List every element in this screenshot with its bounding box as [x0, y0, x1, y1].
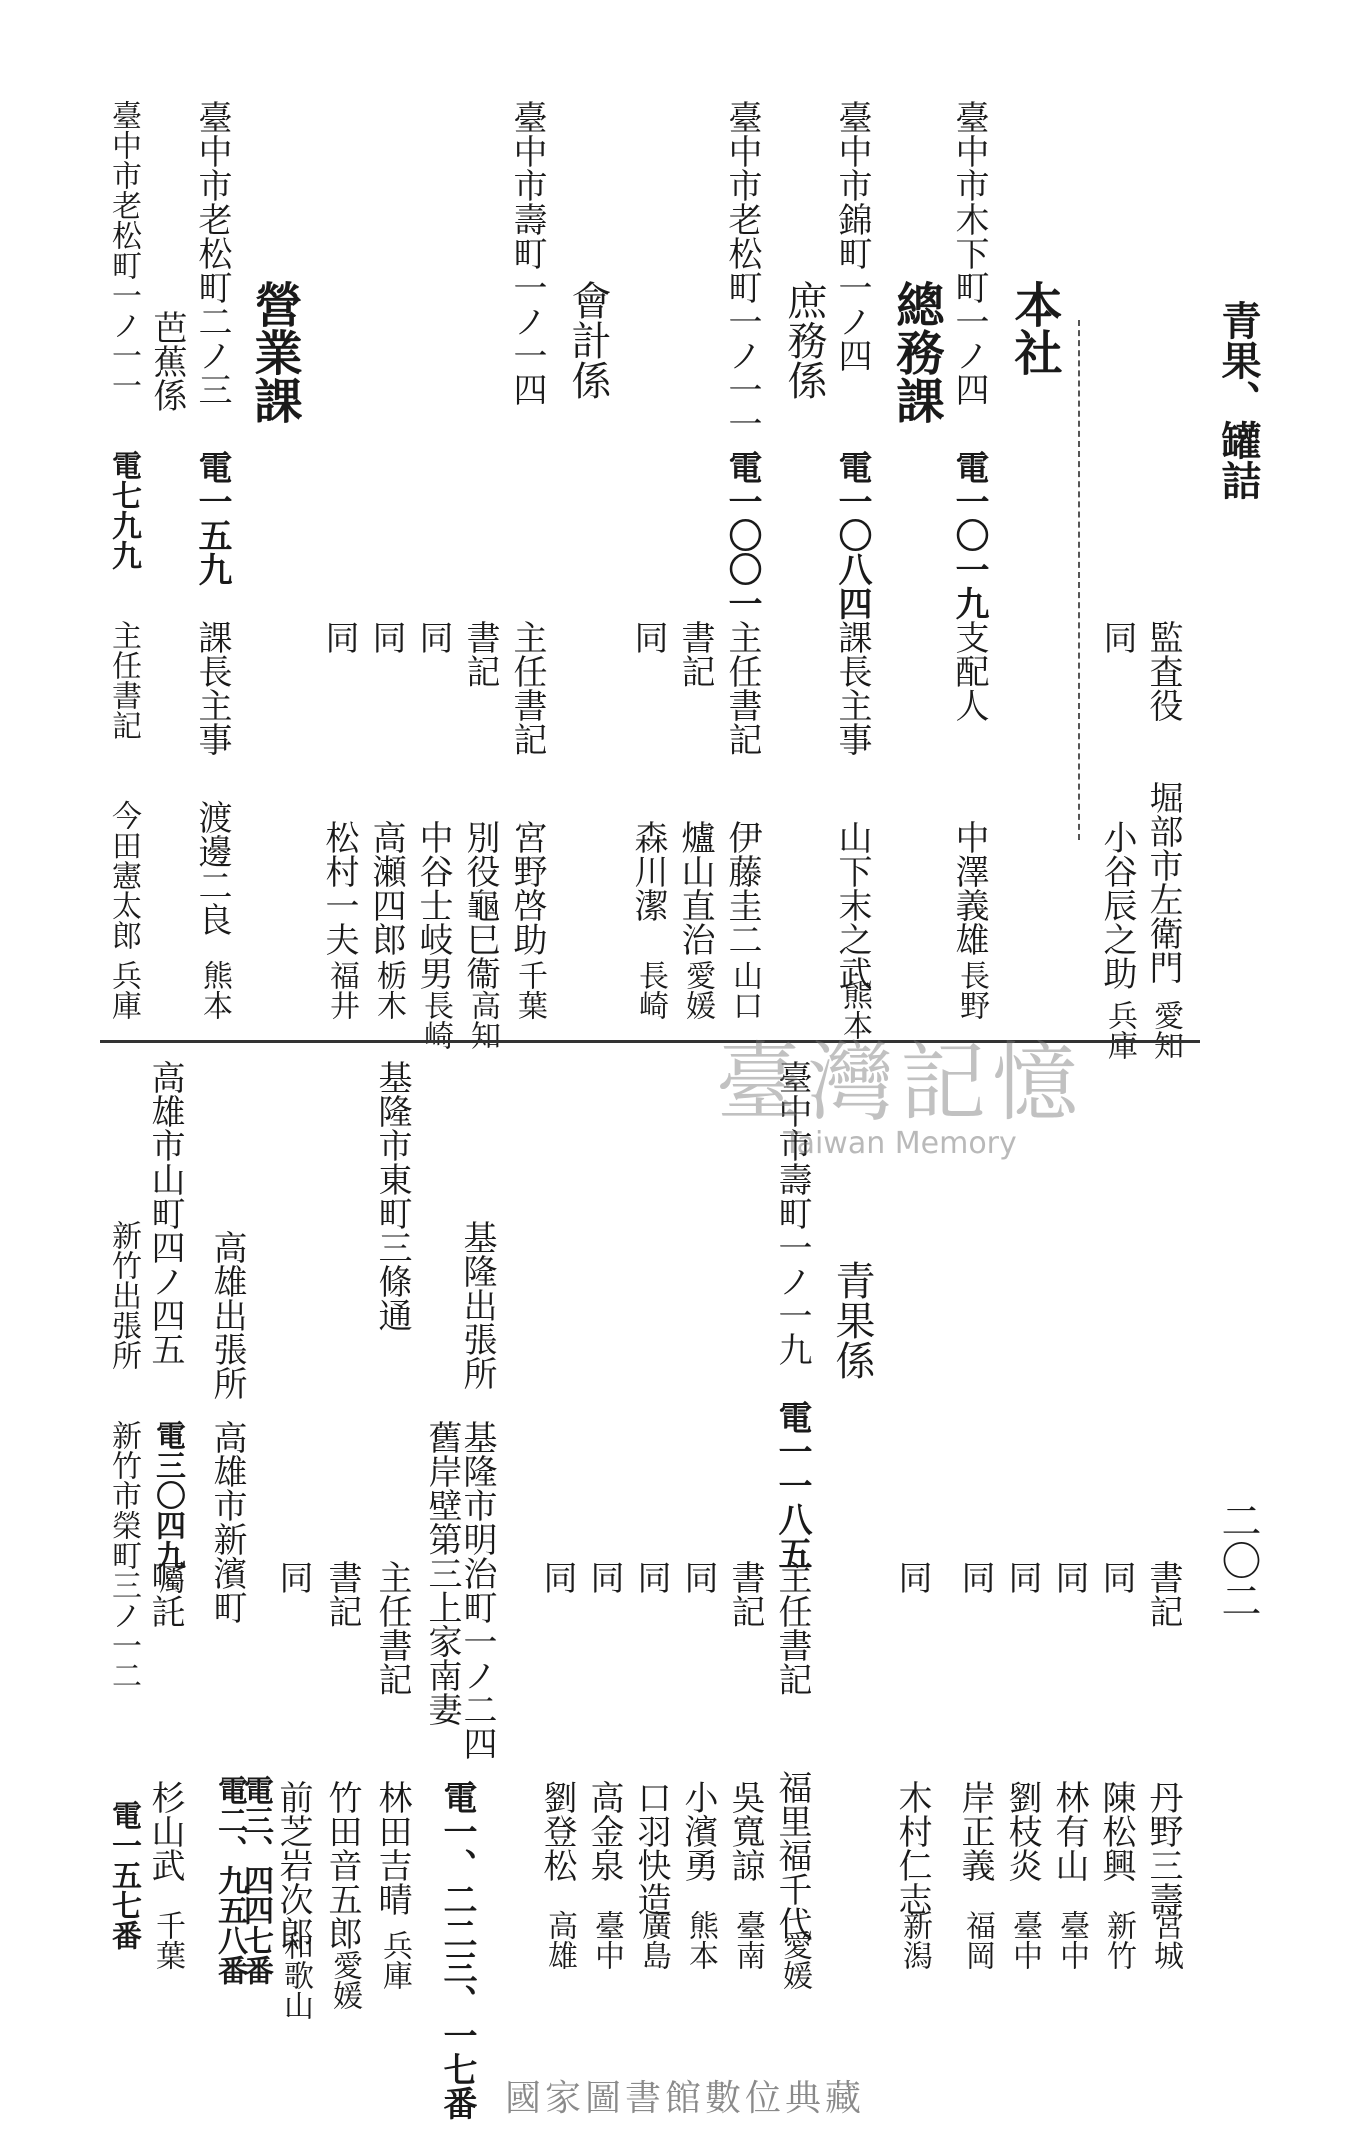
honsha-address: 臺中市木下町一ノ四 [949, 100, 989, 406]
auditor-name-2: 小谷辰之助 [1097, 820, 1137, 990]
seika-name-4: 口羽快造 [631, 1780, 671, 1916]
kaikei-role-5: 同 [319, 620, 359, 654]
auditor-origin-2: 兵庫 [1102, 1000, 1137, 1060]
seika-origin-2: 臺南 [730, 1910, 765, 1970]
kaikei-role-3: 同 [413, 620, 453, 654]
shomu-name-2: 爐山直治 [675, 820, 715, 956]
staff-origin-6: 新潟 [897, 1910, 932, 1970]
shomu-tel: 電一〇〇一 [722, 450, 762, 620]
keelung-name-3: 前芝岩次郎 [273, 1780, 313, 1950]
staff-name-3: 林有山 [1049, 1780, 1089, 1882]
running-head: 青果、罐詰 [1215, 300, 1262, 500]
staff-role-3: 同 [1049, 1560, 1089, 1594]
honsha-name: 中澤義雄 [949, 820, 989, 956]
page-number: 二〇二 [1215, 1500, 1261, 1620]
honsha-role: 支配人 [949, 620, 989, 722]
kaikei-name-1: 宮野啓助 [507, 820, 547, 956]
shomu-name-3: 森川潔 [628, 820, 668, 922]
seika-tel: 電一一八五 [772, 1400, 812, 1570]
hsinchu-address: 新竹市榮町三ノ一二 [106, 1420, 141, 1690]
seika-origin-4: 廣島 [636, 1910, 671, 1970]
staff-origin-2: 新竹 [1101, 1910, 1136, 1970]
seika-name-2: 吳寬諒 [725, 1780, 765, 1882]
seika-address: 臺中市壽町一ノ一九 [772, 1060, 812, 1366]
kaohsiung-role: 囑託 [145, 1560, 185, 1628]
staff-name-5: 岸正義 [955, 1780, 995, 1882]
eigyo-address: 臺中市老松町二ノ三 [192, 100, 232, 406]
section-divider [1078, 320, 1080, 840]
shomu-origin-1: 山口 [727, 960, 762, 1020]
shomu-heading: 庶務係 [781, 280, 827, 400]
watermark-subtitle: Taiwan Memory [783, 1126, 1017, 1161]
somu-tel: 電一〇八四 [832, 450, 872, 620]
kaohsiung-address1: 高雄市新濱町 [207, 1420, 247, 1624]
basho-origin: 兵庫 [106, 960, 141, 1020]
kaohsiung-heading: 高雄出張所 [207, 1230, 247, 1400]
kaikei-role-1: 主任書記 [507, 620, 547, 756]
hsinchu-heading: 新竹出張所 [106, 1220, 141, 1370]
kaohsiung-tel1: 電二、九五八番 [212, 1775, 247, 1985]
kaohsiung-tel2: 電三、四四七番 [238, 1775, 273, 1985]
shomu-role-1: 主任書記 [722, 620, 762, 756]
keelung-origin-3: 和歌山 [278, 1930, 313, 2020]
shomu-name-1: 伊藤圭二 [722, 820, 762, 956]
keelung-tel: 電一、二二三、一七番 [437, 1780, 477, 2120]
staff-role-1: 書記 [1143, 1560, 1183, 1628]
eigyo-role: 課長主事 [192, 620, 232, 756]
kaikei-origin-3: 長崎 [418, 990, 453, 1050]
kaikei-origin-2: 高知 [465, 990, 500, 1050]
basho-tel: 電七九九 [106, 450, 141, 570]
shomu-origin-3: 長崎 [633, 960, 668, 1020]
seika-role-3: 同 [678, 1560, 718, 1594]
honsha-heading: 本社 [1006, 280, 1062, 376]
somu-origin: 熊本 [837, 980, 872, 1040]
shomu-role-3: 同 [628, 620, 668, 654]
staff-origin-5: 福岡 [960, 1910, 995, 1970]
kaikei-name-5: 松村一夫 [319, 820, 359, 956]
seika-origin-3: 熊本 [683, 1910, 718, 1970]
honsha-tel: 電一〇一九 [949, 450, 989, 620]
keelung-role-3: 同 [273, 1560, 313, 1594]
seika-origin-6: 高雄 [542, 1910, 577, 1970]
seika-role-1: 主任書記 [772, 1560, 812, 1696]
seika-role-6: 同 [537, 1560, 577, 1594]
keelung-origin-2: 愛媛 [327, 1950, 362, 2010]
basho-role: 主任書記 [106, 620, 141, 740]
eigyo-origin: 熊本 [197, 960, 232, 1020]
seika-role-4: 同 [631, 1560, 671, 1594]
seika-role-5: 同 [584, 1560, 624, 1594]
kaikei-name-4: 高瀬四郎 [366, 820, 406, 956]
kaikei-name-3: 中谷士岐男 [413, 820, 453, 990]
kaohsiung-origin: 千葉 [150, 1910, 185, 1970]
keelung-address1: 基隆市明治町一ノ二四 [457, 1420, 497, 1760]
staff-role-4: 同 [1002, 1560, 1042, 1594]
kaikei-address: 臺中市壽町一ノ一四 [507, 100, 547, 406]
seika-name-1: 福里福千代 [772, 1770, 812, 1940]
somu-name: 山下末之武 [832, 820, 872, 990]
keelung-name-2: 竹田音五郎 [322, 1780, 362, 1950]
footer-credit: 國家圖書館數位典藏 [504, 2078, 865, 2119]
kaikei-origin-1: 千葉 [512, 960, 547, 1020]
somu-heading: 總務課 [888, 280, 944, 424]
seika-name-5: 高金泉 [584, 1780, 624, 1882]
staff-origin-4: 臺中 [1007, 1910, 1042, 1970]
kaikei-origin-5: 福井 [324, 960, 359, 1020]
staff-origin-3: 臺中 [1054, 1910, 1089, 1970]
eigyo-tel: 電一五九 [192, 450, 232, 586]
auditor-role-2: 同 [1097, 620, 1137, 654]
kaikei-heading: 會計係 [565, 280, 611, 400]
auditor-origin-1: 愛知 [1148, 1000, 1183, 1060]
somu-role: 課長主事 [832, 620, 872, 756]
seika-role-2: 書記 [725, 1560, 765, 1628]
basho-address: 臺中市老松町一ノ一一 [106, 100, 141, 400]
watermark-title: 臺灣記憶 [716, 1033, 1084, 1133]
basho-name: 今田憲太郎 [106, 800, 141, 950]
staff-role-5: 同 [955, 1560, 995, 1594]
keelung-name-1: 林田吉晴 [372, 1780, 412, 1916]
honsha-origin: 長野 [954, 960, 989, 1020]
auditor-role-1: 監査役 [1143, 620, 1183, 722]
kaikei-role-2: 書記 [460, 620, 500, 688]
staff-role-2: 同 [1096, 1560, 1136, 1594]
seika-name-3: 小濱勇 [678, 1780, 718, 1882]
kaohsiung-tel3: 電三〇四九 [150, 1420, 185, 1570]
staff-name-2: 陳松興 [1096, 1780, 1136, 1882]
staff-origin-1: 宮城 [1148, 1910, 1183, 1970]
seika-name-6: 劉登松 [537, 1780, 577, 1882]
basho-heading: 芭蕉係 [147, 310, 187, 412]
auditor-name-1: 堀部市左衛門 [1143, 780, 1183, 984]
keelung-heading: 基隆出張所 [457, 1220, 497, 1390]
keelung-extra-address: 基隆市東町三條通 [372, 1060, 412, 1332]
watermark [670, 1033, 1130, 1161]
kaikei-name-2: 別役龜巳衞 [460, 820, 500, 990]
shomu-role-2: 書記 [675, 620, 715, 688]
hsinchu-tel: 電一五七番 [106, 1800, 141, 1950]
eigyo-heading: 營業課 [246, 280, 302, 424]
kaikei-role-4: 同 [366, 620, 406, 654]
keelung-origin-1: 兵庫 [377, 1930, 412, 1990]
shomu-address: 臺中市老松町一ノ一一 [722, 100, 762, 440]
staff-name-4: 劉枝炎 [1002, 1780, 1042, 1882]
kaohsiung-name: 杉山武 [145, 1780, 185, 1882]
staff-role-6: 同 [892, 1560, 932, 1594]
kaohsiung-address2: 高雄市山町四ノ四五 [145, 1060, 185, 1366]
seika-origin-1: 愛媛 [777, 1930, 812, 1990]
keelung-role-1: 主任書記 [372, 1560, 412, 1696]
seika-heading: 青果係 [829, 1260, 875, 1380]
keelung-role-2: 書記 [322, 1560, 362, 1628]
eigyo-name: 渡邊二良 [192, 800, 232, 936]
seika-origin-5: 臺中 [589, 1910, 624, 1970]
shomu-origin-2: 愛媛 [680, 960, 715, 1020]
keelung-address2: 舊岸壁第三上家南妻 [422, 1420, 462, 1726]
somu-address: 臺中市錦町一ノ四 [832, 100, 872, 372]
staff-name-6: 木村仁志 [892, 1780, 932, 1916]
staff-name-1: 丹野三壽 [1143, 1780, 1183, 1916]
kaikei-origin-4: 栃木 [371, 960, 406, 1020]
